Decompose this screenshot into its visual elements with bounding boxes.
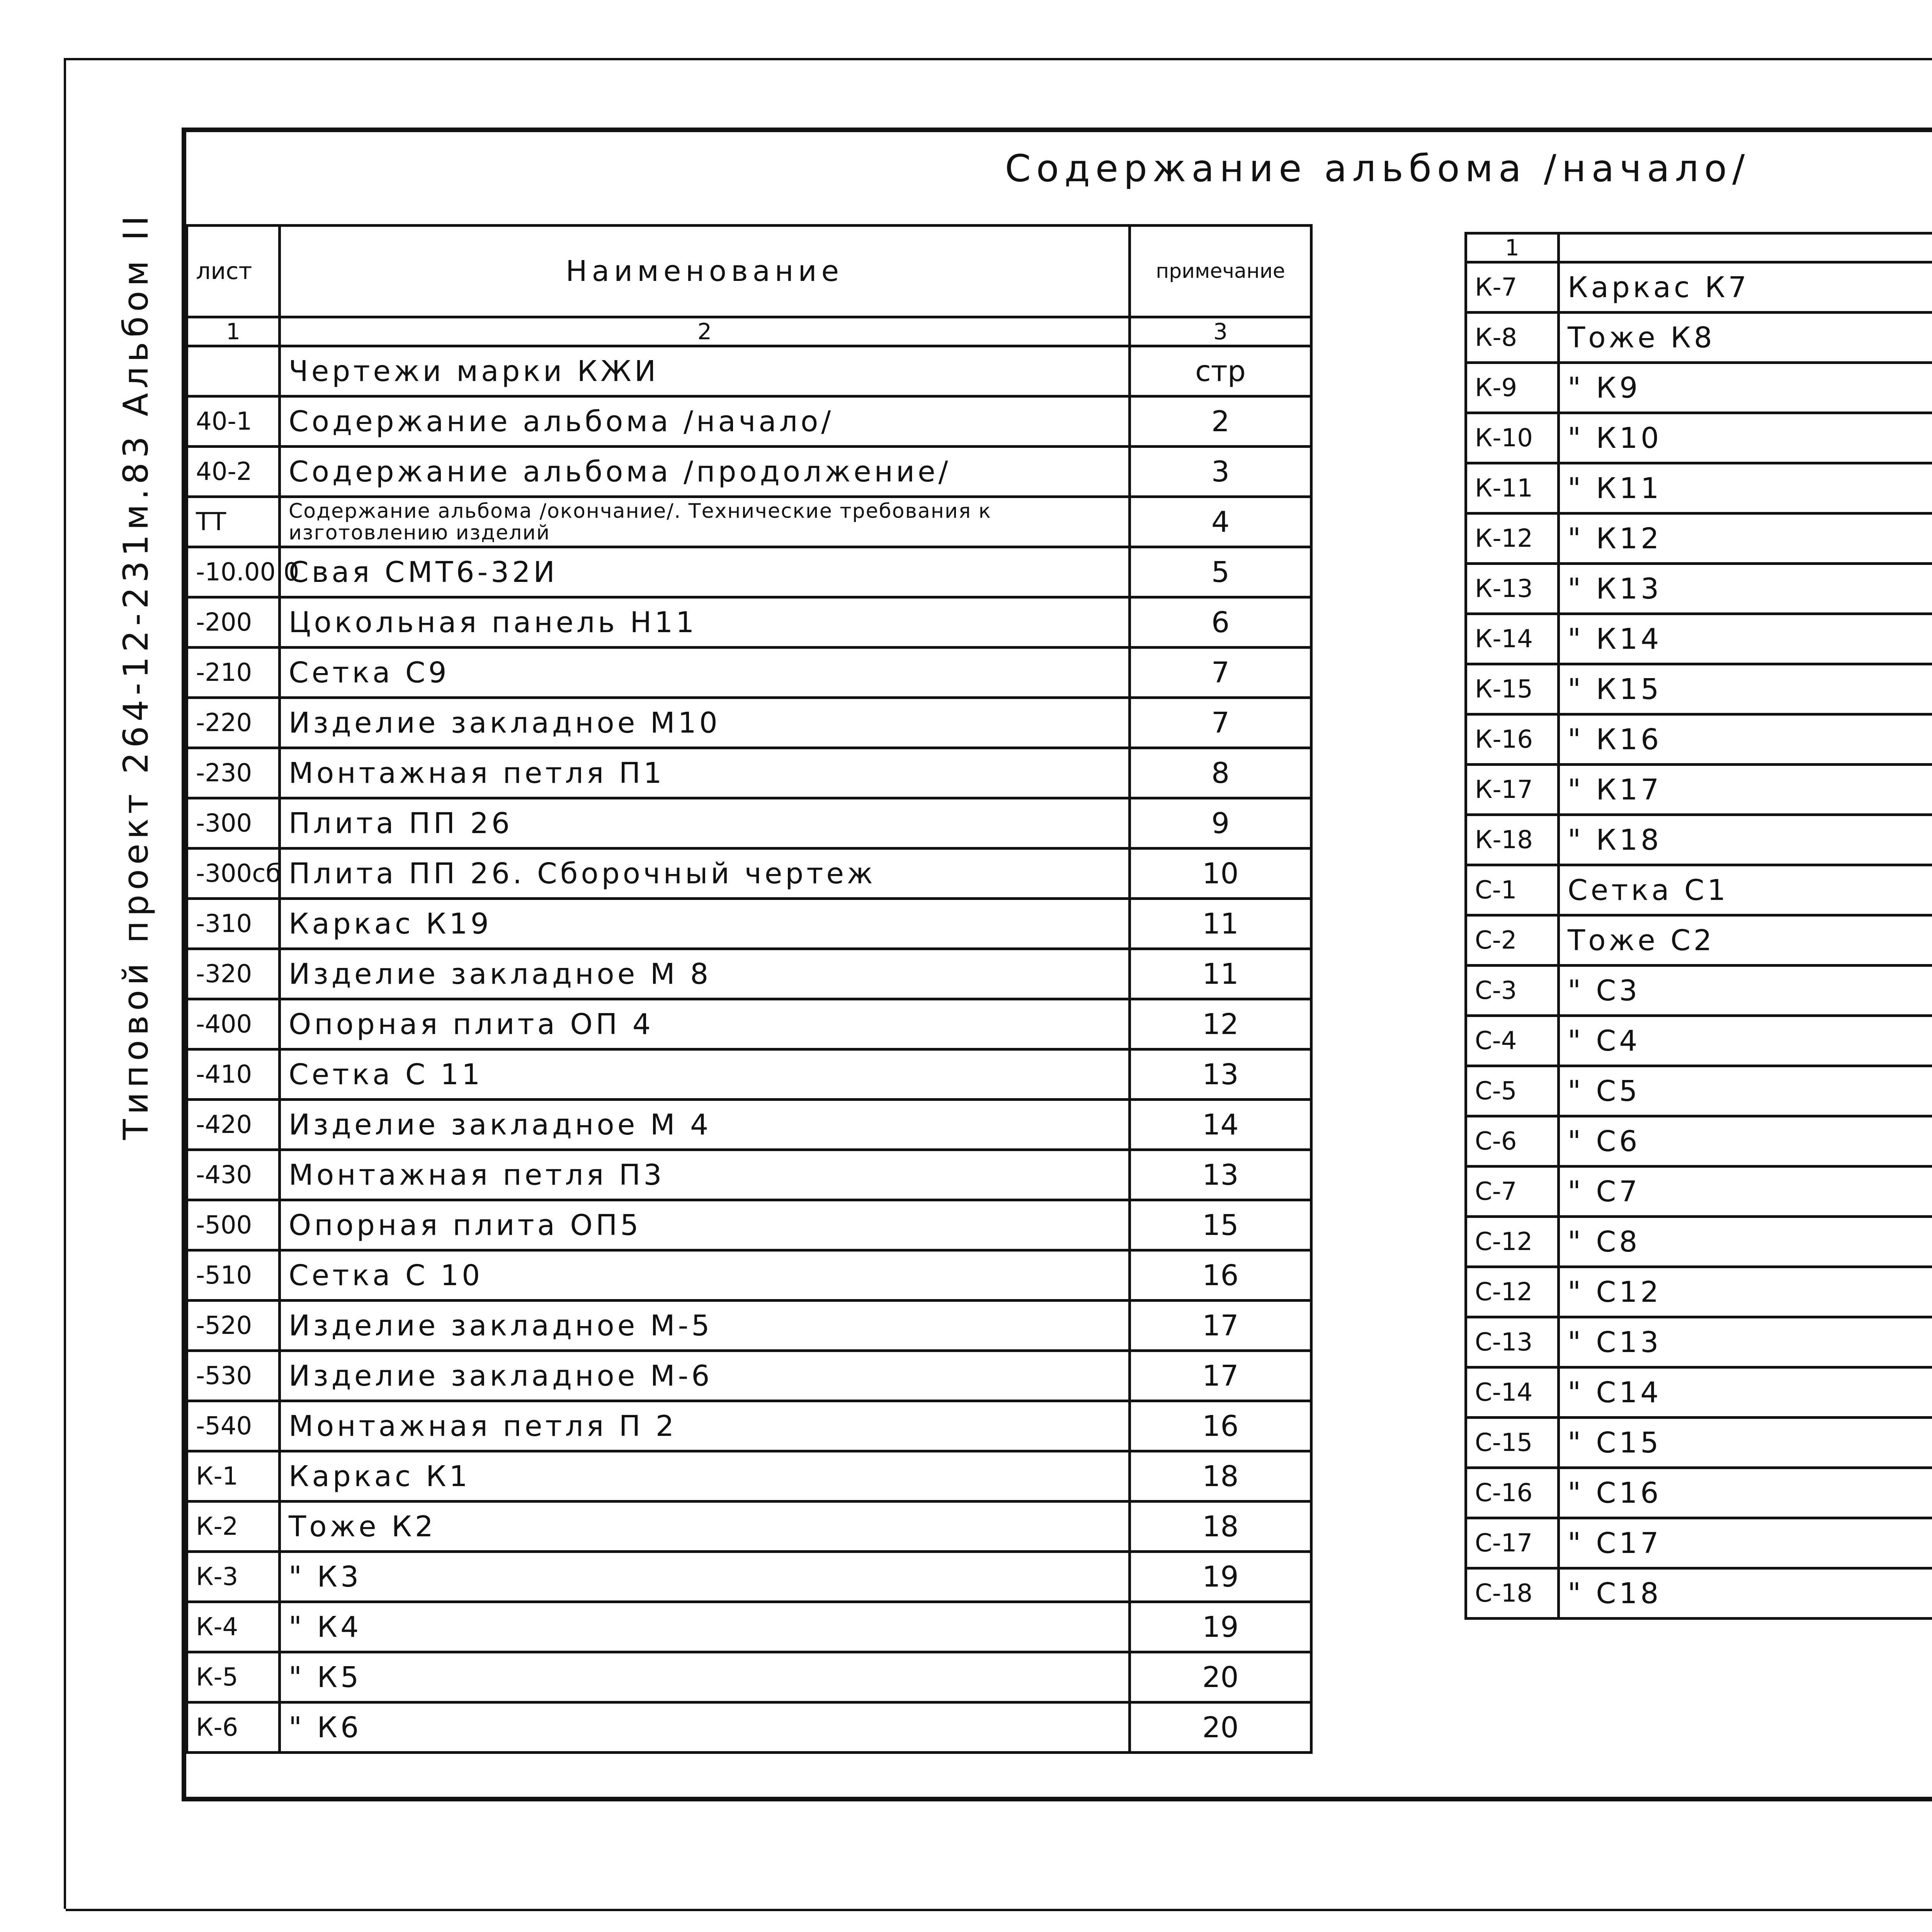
sheet-code: -310 (187, 899, 280, 949)
sheet-code: -220 (187, 698, 280, 748)
item-name: " К10 (1559, 413, 1932, 463)
sheet-code: К-18 (1466, 815, 1559, 865)
section-note: стр (1130, 346, 1311, 396)
item-name: Опорная плита ОП5 (280, 1200, 1130, 1250)
page-ref: 17 (1130, 1301, 1311, 1351)
table-row (1466, 815, 1932, 865)
col-number: 2 (280, 317, 1130, 346)
item-name: Тоже К2 (280, 1502, 1130, 1552)
inner-frame-bottom (182, 1797, 1932, 1801)
sheet-code: К-6 (187, 1702, 280, 1753)
page-ref: 16 (1130, 1250, 1311, 1301)
sheet-code: К-12 (1466, 514, 1559, 564)
sheet-code: С-12 (1466, 1217, 1559, 1267)
table-row (1466, 413, 1932, 463)
table-row (1466, 1066, 1932, 1116)
table-row (187, 1049, 1311, 1100)
table-row (1466, 1568, 1932, 1619)
table-row (187, 849, 1311, 899)
page-ref: 18 (1130, 1502, 1311, 1552)
item-name: " С12 (1559, 1267, 1932, 1317)
page-ref: 20 (1130, 1702, 1311, 1753)
page-ref: 8 (1130, 748, 1311, 798)
item-name: " С4 (1559, 1016, 1932, 1066)
header-row (187, 226, 1311, 317)
table-row (1466, 1367, 1932, 1418)
page-ref: 19 (1130, 1602, 1311, 1652)
sheet-code: С-12 (1466, 1267, 1559, 1317)
page-ref: 11 (1130, 899, 1311, 949)
item-name: " С5 (1559, 1066, 1932, 1116)
table-row (1466, 1016, 1932, 1066)
sheet-code: -530 (187, 1351, 280, 1401)
section-row (187, 346, 1311, 396)
sheet-code: -210 (187, 648, 280, 698)
item-name: Тоже К8 (1559, 313, 1932, 363)
sheet-code: К-11 (1466, 463, 1559, 514)
sheet-code: -300сб (187, 849, 280, 899)
item-name: Монтажная петля П1 (280, 748, 1130, 798)
page-ref: 17 (1130, 1351, 1311, 1401)
table-row (1466, 865, 1932, 915)
sheet-code: К-10 (1466, 413, 1559, 463)
page-ref: 16 (1130, 1401, 1311, 1451)
table-row (1466, 1116, 1932, 1167)
page-ref: 7 (1130, 648, 1311, 698)
table-row (187, 1702, 1311, 1753)
item-name: Содержание альбома /окончание/. Технические требования к изготовлению изделий (280, 497, 1130, 547)
item-name: Монтажная петля П 2 (280, 1401, 1130, 1451)
item-name: " К6 (280, 1702, 1130, 1753)
column-number-row (1466, 233, 1932, 262)
item-name: " К14 (1559, 614, 1932, 664)
item-name: " С18 (1559, 1568, 1932, 1619)
table-row (1466, 664, 1932, 714)
table-row (187, 798, 1311, 849)
item-name: " К5 (280, 1652, 1130, 1702)
section-title: Чертежи марки КЖИ (280, 346, 1130, 396)
sheet-code: С-4 (1466, 1016, 1559, 1066)
sheet-code: -540 (187, 1401, 280, 1451)
table-row (1466, 614, 1932, 664)
item-name: Содержание альбома /продолжение/ (280, 447, 1130, 497)
col-number: 3 (1130, 317, 1311, 346)
sheet-code: К-17 (1466, 765, 1559, 815)
item-name: Сетка С 11 (280, 1049, 1130, 1100)
page-ref: 19 (1130, 1552, 1311, 1602)
sheet-code: С-16 (1466, 1468, 1559, 1518)
sheet-code: -300 (187, 798, 280, 849)
table-row (187, 899, 1311, 949)
sheet-code: С-14 (1466, 1367, 1559, 1418)
sheet-code: К-13 (1466, 564, 1559, 614)
table-row (187, 1652, 1311, 1702)
sheet-code: -510 (187, 1250, 280, 1301)
table-row (187, 949, 1311, 999)
page-ref: 3 (1130, 447, 1311, 497)
table-row (187, 1602, 1311, 1652)
contents-table-right (1464, 232, 1932, 1620)
section-sheet (187, 346, 280, 396)
page-ref: 10 (1130, 849, 1311, 899)
sheet-code: С-7 (1466, 1167, 1559, 1217)
outer-frame-bottom (66, 1909, 1932, 1911)
item-name: " С17 (1559, 1518, 1932, 1568)
header-note: примечание (1130, 226, 1311, 317)
item-name: Сетка С9 (280, 648, 1130, 698)
page-title: Содержание альбома /начало/ (1005, 147, 1750, 190)
table-row (1466, 313, 1932, 363)
item-name: Плита ПП 26. Сборочный чертеж (280, 849, 1130, 899)
item-name: Содержание альбома /начало/ (280, 396, 1130, 447)
table-row (187, 698, 1311, 748)
table-row (187, 1100, 1311, 1150)
item-name: Тоже С2 (1559, 915, 1932, 966)
sheet-code: -420 (187, 1100, 280, 1150)
table-row (187, 1502, 1311, 1552)
sheet-code: К-16 (1466, 714, 1559, 765)
item-name: " К9 (1559, 363, 1932, 413)
item-name: Изделие закладное М-6 (280, 1351, 1130, 1401)
table-row (1466, 1217, 1932, 1267)
table-row (187, 1451, 1311, 1502)
item-name: Цокольная панель Н11 (280, 597, 1130, 648)
item-name: " К17 (1559, 765, 1932, 815)
item-name: Каркас К7 (1559, 262, 1932, 313)
item-name: " К4 (280, 1602, 1130, 1652)
item-name: Изделие закладное М10 (280, 698, 1130, 748)
sheet-code: К-1 (187, 1451, 280, 1502)
table-row (187, 1401, 1311, 1451)
header-sheet: лист (187, 226, 280, 317)
sheet-code: С-18 (1466, 1568, 1559, 1619)
sheet-code: К-3 (187, 1552, 280, 1602)
table-row (187, 999, 1311, 1049)
item-name: " С8 (1559, 1217, 1932, 1267)
page-ref: 2 (1130, 396, 1311, 447)
sheet-code: -430 (187, 1150, 280, 1200)
page-ref: 7 (1130, 698, 1311, 748)
table-row (187, 1200, 1311, 1250)
side-label: Типовой проект 264-12-231м.83 Альбом II (116, 211, 156, 1140)
page-ref: 18 (1130, 1451, 1311, 1502)
item-name: Плита ПП 26 (280, 798, 1130, 849)
table-row (1466, 1317, 1932, 1367)
sheet-code: С-3 (1466, 966, 1559, 1016)
item-name: Каркас К19 (280, 899, 1130, 949)
inner-frame-top (185, 128, 1932, 132)
item-name: Изделие закладное М-5 (280, 1301, 1130, 1351)
sheet-code: С-13 (1466, 1317, 1559, 1367)
table-row (187, 1150, 1311, 1200)
item-name: Изделие закладное М 4 (280, 1100, 1130, 1150)
sheet-code: С-1 (1466, 865, 1559, 915)
column-number-row (187, 317, 1311, 346)
item-name: " С14 (1559, 1367, 1932, 1418)
sheet-code: -410 (187, 1049, 280, 1100)
table-row (1466, 463, 1932, 514)
item-name: " С6 (1559, 1116, 1932, 1167)
sheet-code: К-7 (1466, 262, 1559, 313)
page-ref: 9 (1130, 798, 1311, 849)
item-name: " К18 (1559, 815, 1932, 865)
outer-frame-top (66, 58, 1932, 60)
sheet-code: К-8 (1466, 313, 1559, 363)
sheet-code: С-17 (1466, 1518, 1559, 1568)
sheet-code: С-15 (1466, 1418, 1559, 1468)
header-name: Наименование (280, 226, 1130, 317)
page-ref: 11 (1130, 949, 1311, 999)
sheet-code: 40-2 (187, 447, 280, 497)
table-row (1466, 915, 1932, 966)
page-ref: 6 (1130, 597, 1311, 648)
table-row (187, 1250, 1311, 1301)
sheet-code: С-2 (1466, 915, 1559, 966)
item-name: Опорная плита ОП 4 (280, 999, 1130, 1049)
item-name: " К11 (1559, 463, 1932, 514)
table-row (187, 447, 1311, 497)
table-row (1466, 1418, 1932, 1468)
page-ref: 13 (1130, 1049, 1311, 1100)
contents-table-left (185, 224, 1313, 1754)
page-ref: 14 (1130, 1100, 1311, 1150)
table-row (1466, 1167, 1932, 1217)
table-row (1466, 1267, 1932, 1317)
sheet-code: -400 (187, 999, 280, 1049)
sheet-code: К-9 (1466, 363, 1559, 413)
item-name: " К12 (1559, 514, 1932, 564)
item-name: " С15 (1559, 1418, 1932, 1468)
page-ref: 13 (1130, 1150, 1311, 1200)
page-ref: 20 (1130, 1652, 1311, 1702)
sheet-code: -320 (187, 949, 280, 999)
item-name: " К15 (1559, 664, 1932, 714)
item-name: Монтажная петля П3 (280, 1150, 1130, 1200)
item-name: " К13 (1559, 564, 1932, 614)
col-number (1559, 233, 1932, 262)
table-row (1466, 966, 1932, 1016)
table-row (187, 748, 1311, 798)
item-name: " К16 (1559, 714, 1932, 765)
table-row (187, 547, 1311, 597)
sheet-code: К-5 (187, 1652, 280, 1702)
item-name: " К3 (280, 1552, 1130, 1602)
page-ref: 12 (1130, 999, 1311, 1049)
sheet-code: -200 (187, 597, 280, 648)
sheet-code: С-5 (1466, 1066, 1559, 1116)
table-row (187, 497, 1311, 547)
outer-frame-left (64, 58, 66, 1909)
item-name: " С16 (1559, 1468, 1932, 1518)
sheet-code: -230 (187, 748, 280, 798)
item-name: Сетка С1 (1559, 865, 1932, 915)
sheet-code: -520 (187, 1301, 280, 1351)
col-number: 1 (187, 317, 280, 346)
sheet-code: К-15 (1466, 664, 1559, 714)
table-row (187, 1552, 1311, 1602)
item-name: Каркас К1 (280, 1451, 1130, 1502)
table-row (187, 648, 1311, 698)
sheet-code: ТТ (187, 497, 280, 547)
page-ref: 5 (1130, 547, 1311, 597)
table-row (187, 597, 1311, 648)
item-name: " С7 (1559, 1167, 1932, 1217)
table-row (1466, 262, 1932, 313)
table-row (187, 396, 1311, 447)
table-row (1466, 1518, 1932, 1568)
page-ref: 4 (1130, 497, 1311, 547)
sheet-code: 40-1 (187, 396, 280, 447)
table-row (1466, 765, 1932, 815)
table-row (1466, 1468, 1932, 1518)
table-row (1466, 714, 1932, 765)
item-name: Сетка С 10 (280, 1250, 1130, 1301)
page-ref: 15 (1130, 1200, 1311, 1250)
sheet-code: С-6 (1466, 1116, 1559, 1167)
item-name: Изделие закладное М 8 (280, 949, 1130, 999)
sheet-code: К-14 (1466, 614, 1559, 664)
sheet-code: К-4 (187, 1602, 280, 1652)
table-row (1466, 514, 1932, 564)
table-row (1466, 564, 1932, 614)
sheet-code: К-2 (187, 1502, 280, 1552)
sheet-code: -10.00.0 (187, 547, 280, 597)
table-row (187, 1351, 1311, 1401)
item-name: " С13 (1559, 1317, 1932, 1367)
item-name: Свая СМТ6-32И (280, 547, 1130, 597)
table-row (187, 1301, 1311, 1351)
table-row (1466, 363, 1932, 413)
sheet-code: -500 (187, 1200, 280, 1250)
item-name: " С3 (1559, 966, 1932, 1016)
col-number: 1 (1466, 233, 1559, 262)
